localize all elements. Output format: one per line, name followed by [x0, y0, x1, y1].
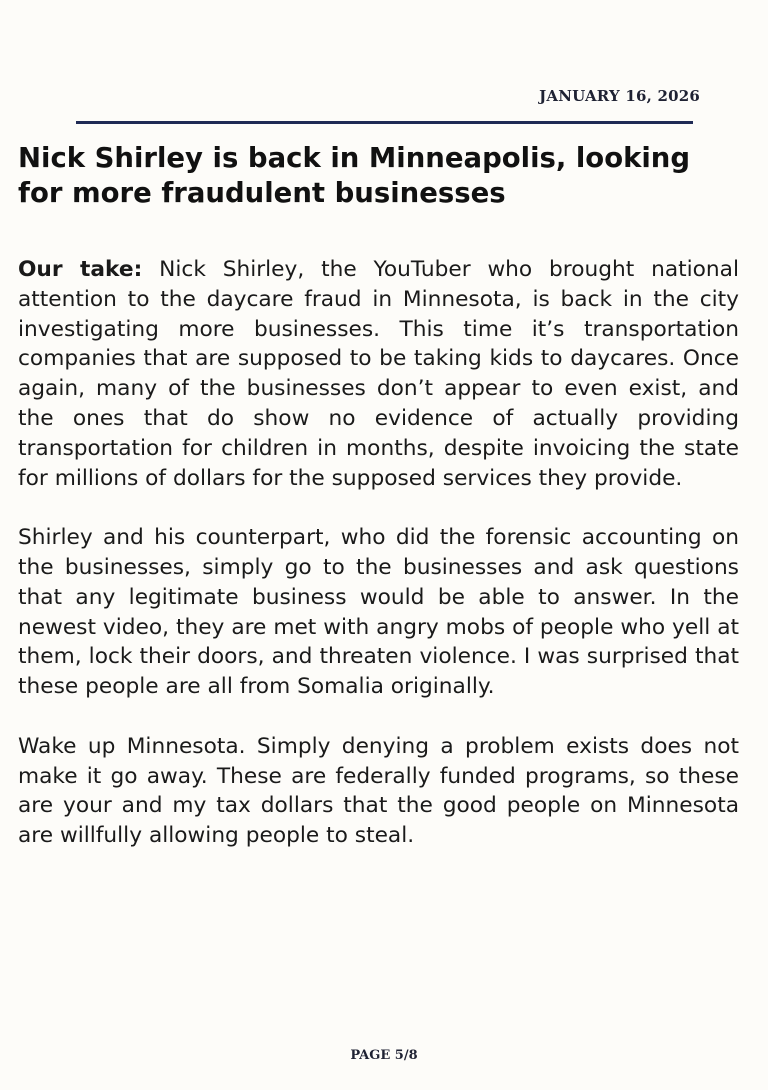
article-date: JANUARY 16, 2026 — [539, 87, 700, 105]
paragraph-1-text: Nick Shirley, the YouTuber who brought national attention to the daycare fraud in Minnesota, is back in the city investigating more businesses. This time it’s transportation companies that are supposed to be taking kids to daycares. Once again, many of the businesses don’t appear to even exist, and the ones that do show no evidence of actually providing transportation for children in months, despite invoicing the state for millions of dollars for the supposed services they provide. — [18, 257, 739, 491]
paragraph-2: Shirley and his counterpart, who did the forensic accounting on the businesses, simply go to the businesses and ask questions that any legitimate business would be able to answer. In the newest video, they are met with angry mobs of people who yell at them, lock their doors, and threaten violence. I was surprised that these people are all from Somalia originally. — [18, 525, 739, 700]
our-take-label: Our take: — [18, 257, 143, 282]
paragraph-1 — [18, 255, 739, 493]
article-body — [18, 255, 739, 881]
page-number: PAGE 5/8 — [350, 1048, 418, 1063]
paragraph-3: Wake up Minnesota. Simply denying a problem exists does not make it go away. These are federally funded programs, so these are your and my tax dollars that the good people on Minnesota are willfully allowing people to steal. — [18, 733, 739, 849]
header-divider — [76, 121, 693, 124]
article-headline: Nick Shirley is back in Minneapolis, looking for more fraudulent businesses — [18, 142, 691, 209]
